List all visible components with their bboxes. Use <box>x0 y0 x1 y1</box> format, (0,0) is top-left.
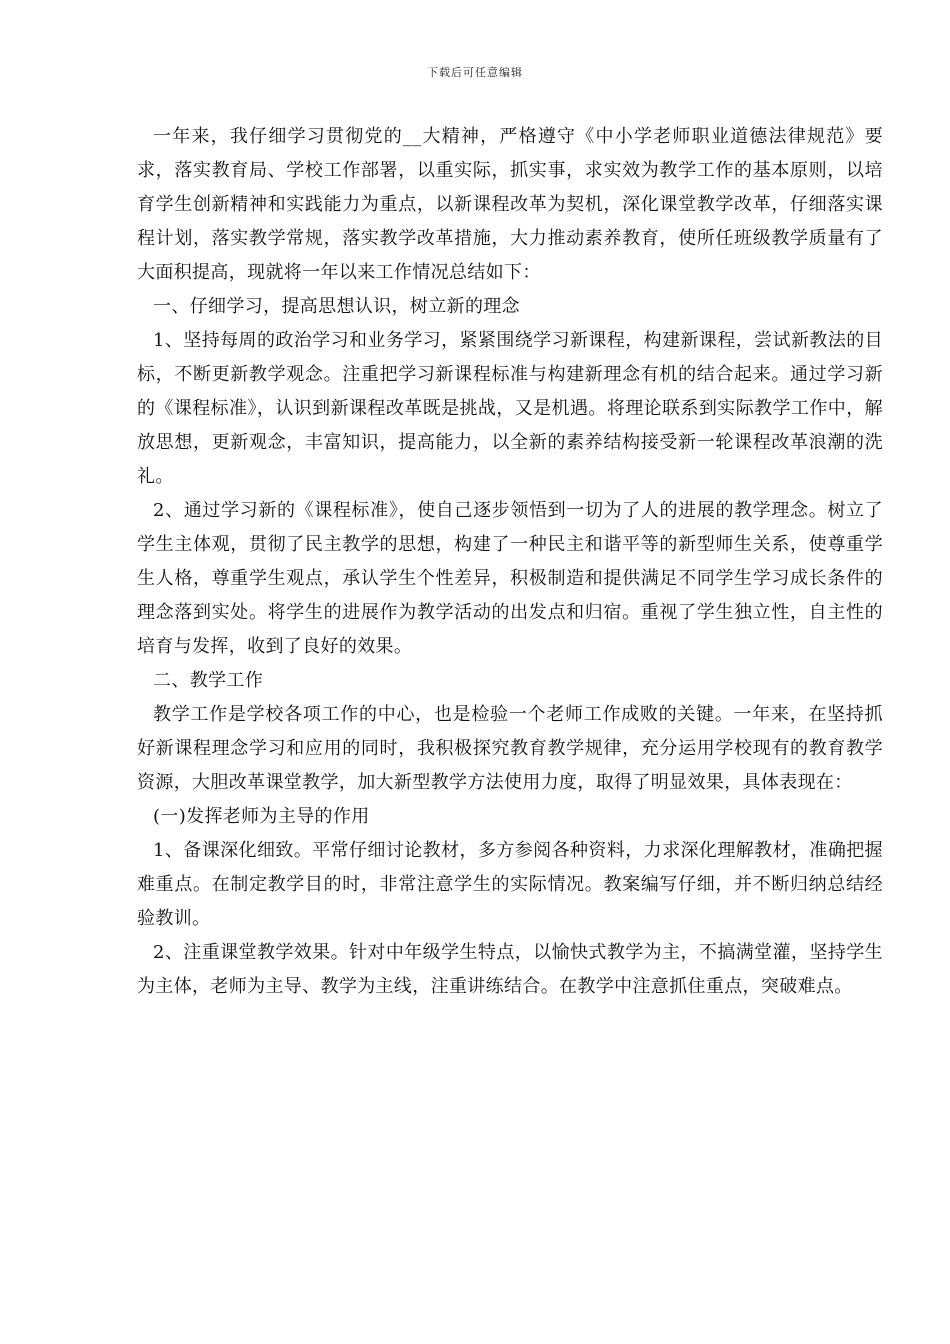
document-body <box>137 120 883 1004</box>
section-1-item-2: 2、通过学习新的《课程标准》，使自己逐步领悟到一切为了人的进展的教学理念。树立了学生主体观，贯彻了民主教学的思想，构建了一种民主和谐平等的新型师生关系，使尊重学生人格，尊重学生观点，承认学生个性差异，积极制造和提供满足不同学生学习成长条件的理念落到实处。将学生的进展作为教学活动的出发点和归宿。重视了学生独立性，自主性的培育与发挥，收到了良好的效果。 <box>137 500 883 657</box>
page-header: 下载后可任意编辑 <box>427 66 523 79</box>
section-heading-1: 一、仔细学习，提高思想认识，树立新的理念 <box>153 296 520 317</box>
intro-paragraph: 一年来，我仔细学习贯彻党的__大精神，严格遵守《中小学老师职业道德法律规范》要求，落实教育局、学校工作部署，以重实际，抓实事，求实效为教学工作的基本原则，以培育学生创新精神和实践能力为重点，以新课程改革为契机，深化课堂教学改革，仔细落实课程计划，落实教学常规，落实教学改革措施，大力推动素养教育，使所任班级教学质量有了大面积提高，现就将一年以来工作情况总结如下： <box>137 126 883 283</box>
subsection-heading-1: (一)发挥老师为主导的作用 <box>153 806 370 827</box>
section-1-item-1: 1、坚持每周的政治学习和业务学习，紧紧围绕学习新课程，构建新课程，尝试新教法的目标，不断更新教学观念。注重把学习新课程标准与构建新理念有机的结合起来。通过学习新的《课程标准》，认识到新课程改革既是挑战，又是机遇。将理论联系到实际教学工作中，解放思想，更新观念，丰富知识，提高能力，以全新的素养结构接受新一轮课程改革浪潮的洗礼。 <box>137 330 883 487</box>
section-2-intro: 教学工作是学校各项工作的中心，也是检验一个老师工作成败的关键。一年来，在坚持抓好新课程理念学习和应用的同时，我积极探究教育教学规律，充分运用学校现有的教育教学资源，大胆改革课堂教学，加大新型教学方法使用力度，取得了明显效果，具体表现在： <box>137 704 883 793</box>
subsection-1-item-2: 2、注重课堂教学效果。针对中年级学生特点，以愉快式教学为主，不搞满堂灌，坚持学生为主体，老师为主导、教学为主线，注重讲练结合。在教学中注意抓住重点，突破难点。 <box>137 942 883 997</box>
section-heading-2: 二、教学工作 <box>153 670 264 691</box>
subsection-1-item-1: 1、备课深化细致。平常仔细讨论教材，多方参阅各种资料，力求深化理解教材，准确把握难重点。在制定教学目的时，非常注意学生的实际情况。教案编写仔细，并不断归纳总结经验教训。 <box>137 840 883 929</box>
